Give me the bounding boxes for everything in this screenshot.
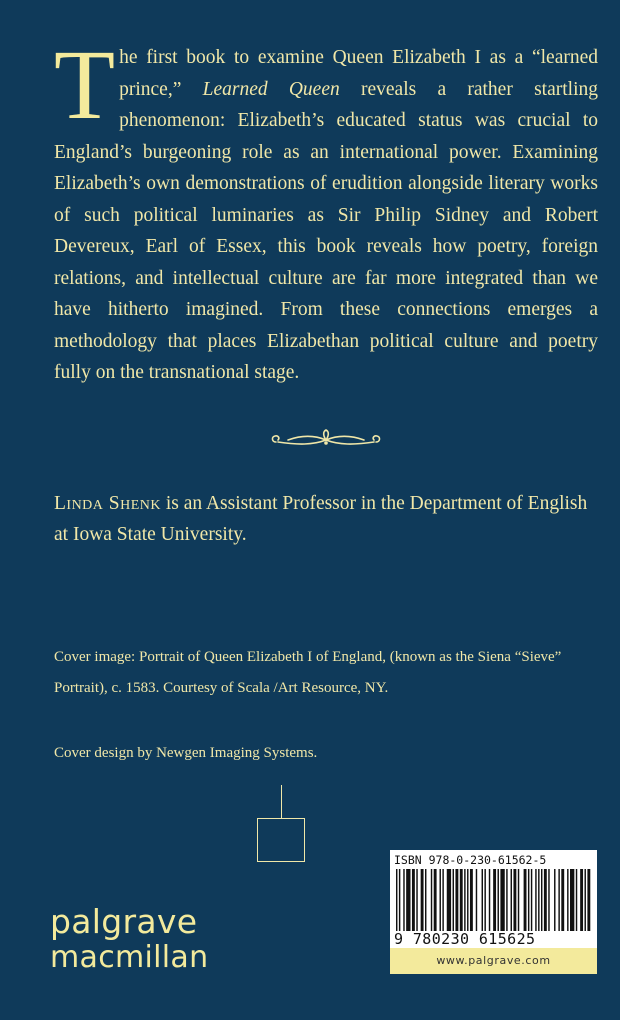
barcode-bar: [470, 869, 473, 931]
drop-cap: T: [54, 29, 116, 140]
barcode-bar: [406, 869, 410, 931]
blurb-intro: he first book to examine Queen Elizabeth I as a “learned prince,”: [119, 47, 598, 100]
cover-design-credit: Cover design by Newgen Imaging Systems.: [54, 745, 318, 761]
barcode-bar: [442, 869, 443, 931]
barcode-bar: [396, 869, 397, 931]
barcode-bar: [403, 869, 404, 931]
publisher-url: www.palgrave.com: [390, 948, 597, 974]
cover-image-credit: Cover image: Portrait of Queen Elizabeth I of England, (known as the Siena “Sieve” Portrait), c. 1583. Courtesy of Scala /Art Resource, NY.: [54, 649, 562, 696]
barcode-bar: [585, 869, 586, 931]
barcode-bar: [493, 869, 496, 931]
barcode-bar: [484, 869, 485, 931]
barcode-bar: [500, 869, 504, 931]
isbn-digits: 9 780230 615625: [394, 930, 536, 948]
back-cover-blurb: [54, 29, 598, 389]
barcode-bar: [412, 869, 415, 931]
barcode-bar: [535, 869, 536, 931]
scroll-ornament-icon: [268, 428, 384, 450]
barcode-bar: [455, 869, 458, 931]
barcode-bar: [399, 869, 400, 931]
barcode-bar: [541, 869, 542, 931]
barcode-bar: [467, 869, 468, 931]
author-description: is an Assistant Professor in the Department of English at Iowa State University.: [54, 493, 588, 545]
barcode-bar: [482, 869, 483, 931]
barcode-bar: [518, 869, 519, 931]
barcode-bar: [464, 869, 465, 931]
barcode-bar: [425, 869, 426, 931]
barcode-bar: [570, 869, 574, 931]
barcode-bar: [447, 869, 451, 931]
barcode-bar: [554, 869, 555, 931]
author-name: Linda Shenk: [54, 493, 162, 514]
barcode-bar: [576, 869, 577, 931]
frame-connector-line: [281, 785, 282, 819]
barcode-bars: [396, 869, 591, 931]
barcode-bar: [544, 869, 547, 931]
barcode-bar: [489, 869, 490, 931]
barcode-bar: [440, 869, 441, 931]
publisher-logo-line1: palgrave: [50, 902, 198, 941]
barcode-bar: [524, 869, 527, 931]
barcode-bar: [528, 869, 529, 931]
publisher-logo-line2: macmillan: [50, 940, 209, 975]
barcode-bar: [513, 869, 516, 931]
barcode-bar: [548, 869, 549, 931]
barcode-bar: [421, 869, 424, 931]
barcode-bar: [531, 869, 532, 931]
barcode-bar: [567, 869, 568, 931]
barcode-bar: [431, 869, 432, 931]
barcode-bar: [476, 869, 477, 931]
barcode-bar: [580, 869, 583, 931]
publisher-logo: [50, 904, 208, 976]
barcode-bar: [453, 869, 454, 931]
barcode-bar: [416, 869, 417, 931]
barcode-bar: [558, 869, 559, 931]
blurb-rest: reveals a rather startling phenomenon: Elizabeth’s educated status was crucial to England’s burgeoning role as an international power. Examining Elizabeth’s own demonstrations of erudition alongside literary works of such political luminaries as Sir Philip Sidney and Robert Devereux, Earl of Essex, this book reveals how poetry, foreign relations, and intellectual culture are far more integrated than we have hitherto imagined. From these connections emerges a methodology that places Elizabethan political culture and poetry fully on the transnational stage.: [54, 78, 598, 383]
author-bio: [54, 488, 604, 550]
barcode-bar: [460, 869, 463, 931]
barcode-bar: [538, 869, 539, 931]
barcode-bar: [498, 869, 499, 931]
barcode-bar: [561, 869, 564, 931]
barcode-bar: [511, 869, 512, 931]
book-title-italic: Learned Queen: [202, 78, 340, 100]
barcode-bar: [506, 869, 507, 931]
barcode-bar: [434, 869, 437, 931]
barcode-bar: [587, 869, 590, 931]
square-frame-icon: [257, 818, 305, 862]
isbn-label: ISBN 978-0-230-61562-5: [394, 853, 547, 867]
